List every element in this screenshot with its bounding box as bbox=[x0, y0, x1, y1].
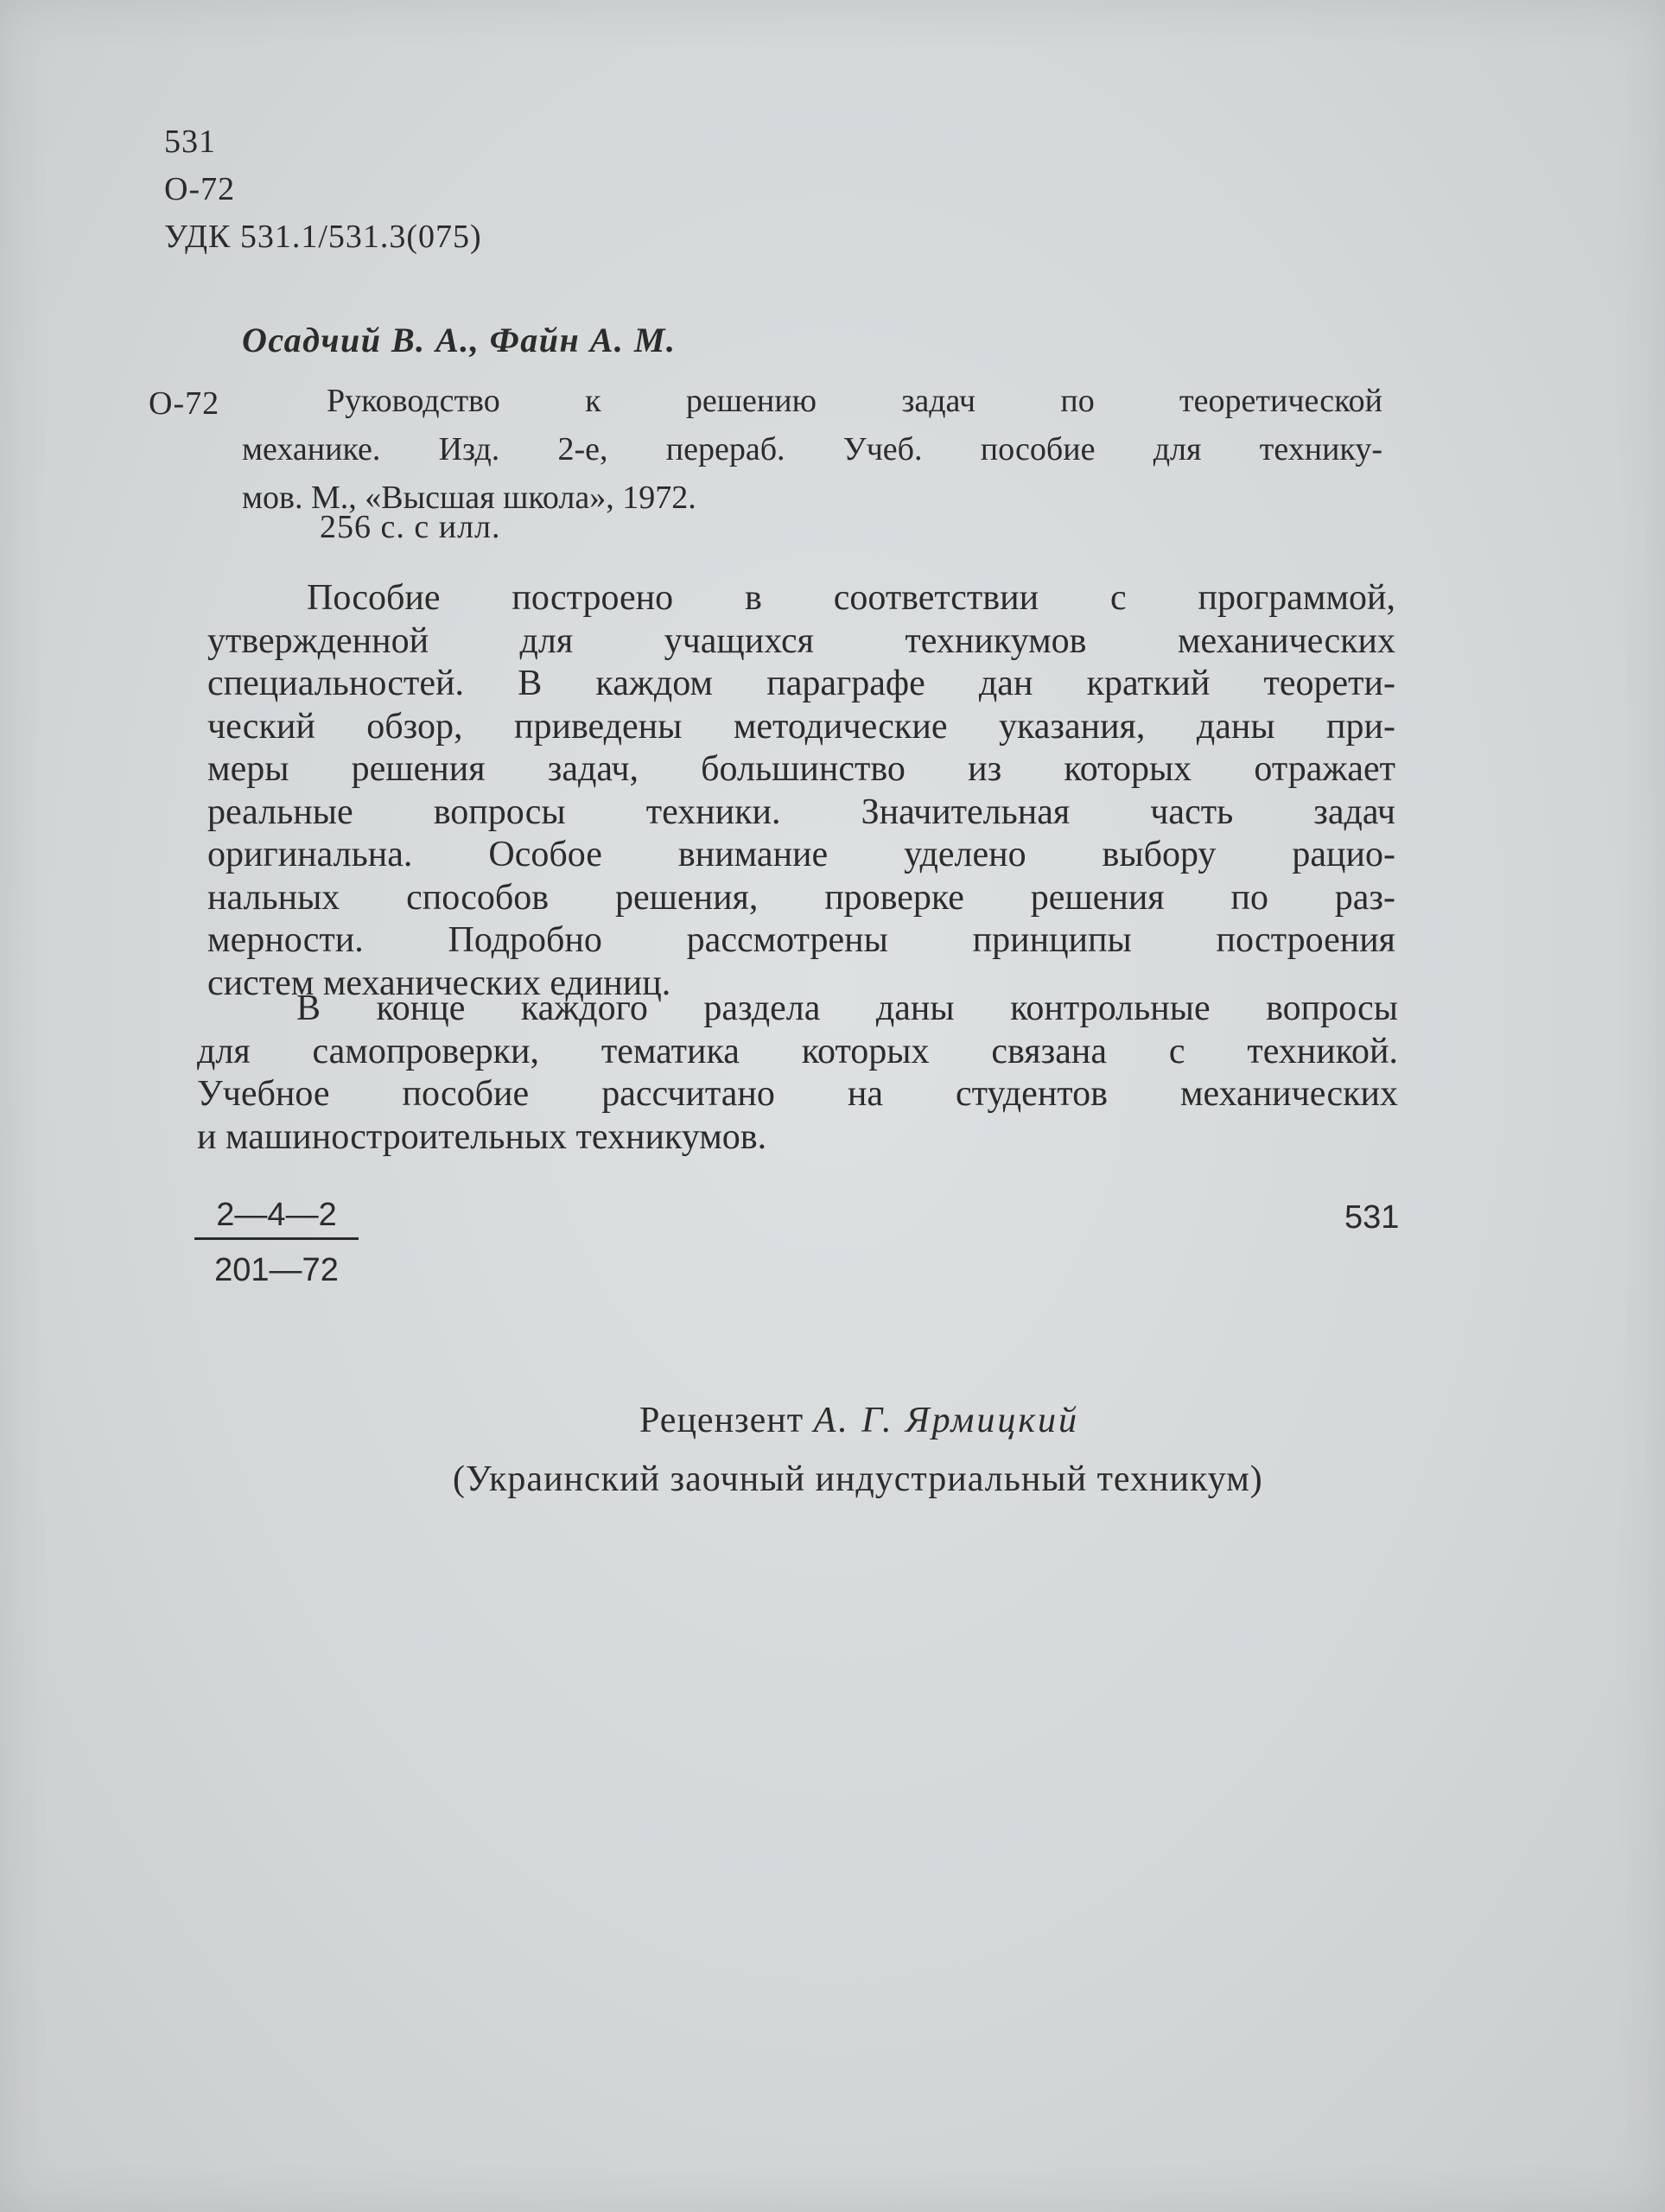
abstract-line: мерности. Подробно рассмотрены принципы построения bbox=[207, 920, 1395, 960]
publisher-code-numerator: 2—4—2 bbox=[216, 1197, 337, 1233]
bibliography-line: механике. Изд. 2-е, перераб. Учеб. пособие для технику- bbox=[242, 431, 1382, 467]
reviewer-label: Рецензент bbox=[639, 1401, 804, 1440]
bibliography-code: О-72 bbox=[149, 385, 220, 422]
abstract-line: Учебное пособие рассчитано на студентов механических bbox=[197, 1074, 1398, 1114]
fraction-bar bbox=[194, 1237, 359, 1240]
abstract-line: специальностей. В каждом параграфе дан краткий теорети- bbox=[207, 664, 1395, 703]
abstract-line: оригинальна. Особое внимание уделено выбору рацио- bbox=[207, 835, 1395, 874]
abstract-line: меры решения задач, большинство из которых отражает bbox=[207, 749, 1395, 789]
author-mark: О-72 bbox=[164, 171, 236, 207]
publisher-code-denominator: 201—72 bbox=[214, 1252, 339, 1288]
authors: Осадчий В. А., Файн А. М. bbox=[242, 321, 677, 359]
abstract-line: нальных способов решения, проверке решения по раз- bbox=[207, 877, 1395, 918]
bibliography-description bbox=[242, 377, 1382, 522]
page-count: 256 с. с илл. bbox=[320, 509, 501, 545]
abstract-line: систем механических единиц. bbox=[207, 963, 671, 1003]
reviewer-name: А. Г. Ярмицкий bbox=[813, 1401, 1079, 1440]
abstract-line: Пособие построено в соответствии с программой, bbox=[307, 578, 1395, 618]
reviewer-line bbox=[639, 1400, 1079, 1441]
classification-code-right: 531 bbox=[1344, 1199, 1400, 1236]
abstract-line: утвержденной для учащихся техникумов механических bbox=[207, 620, 1395, 661]
abstract-line: ческий обзор, приведены методические указания, даны при- bbox=[207, 706, 1395, 747]
bibliography-line: Руководство к решению задач по теоретической bbox=[327, 383, 1382, 419]
bbk-code: 531 bbox=[164, 124, 216, 160]
udk-code: УДК 531.1/531.3(075) bbox=[164, 219, 482, 255]
publisher-code-fraction bbox=[194, 1197, 359, 1289]
bibliography-line: мов. М., «Высшая школа», 1972. bbox=[242, 480, 696, 516]
abstract-line: для самопроверки, тематика которых связана с техникой. bbox=[197, 1031, 1398, 1071]
abstract-line: и машиностроительных техникумов. bbox=[197, 1116, 767, 1157]
abstract-paragraph-1 bbox=[207, 577, 1395, 1005]
abstract-paragraph-2 bbox=[197, 988, 1398, 1159]
abstract-line: реальные вопросы техники. Значительная часть задач bbox=[207, 791, 1395, 832]
abstract-line: В конце каждого раздела даны контрольные вопросы bbox=[296, 988, 1398, 1028]
reviewer-institution: (Украинский заочный индустриальный техникум) bbox=[453, 1459, 1263, 1499]
